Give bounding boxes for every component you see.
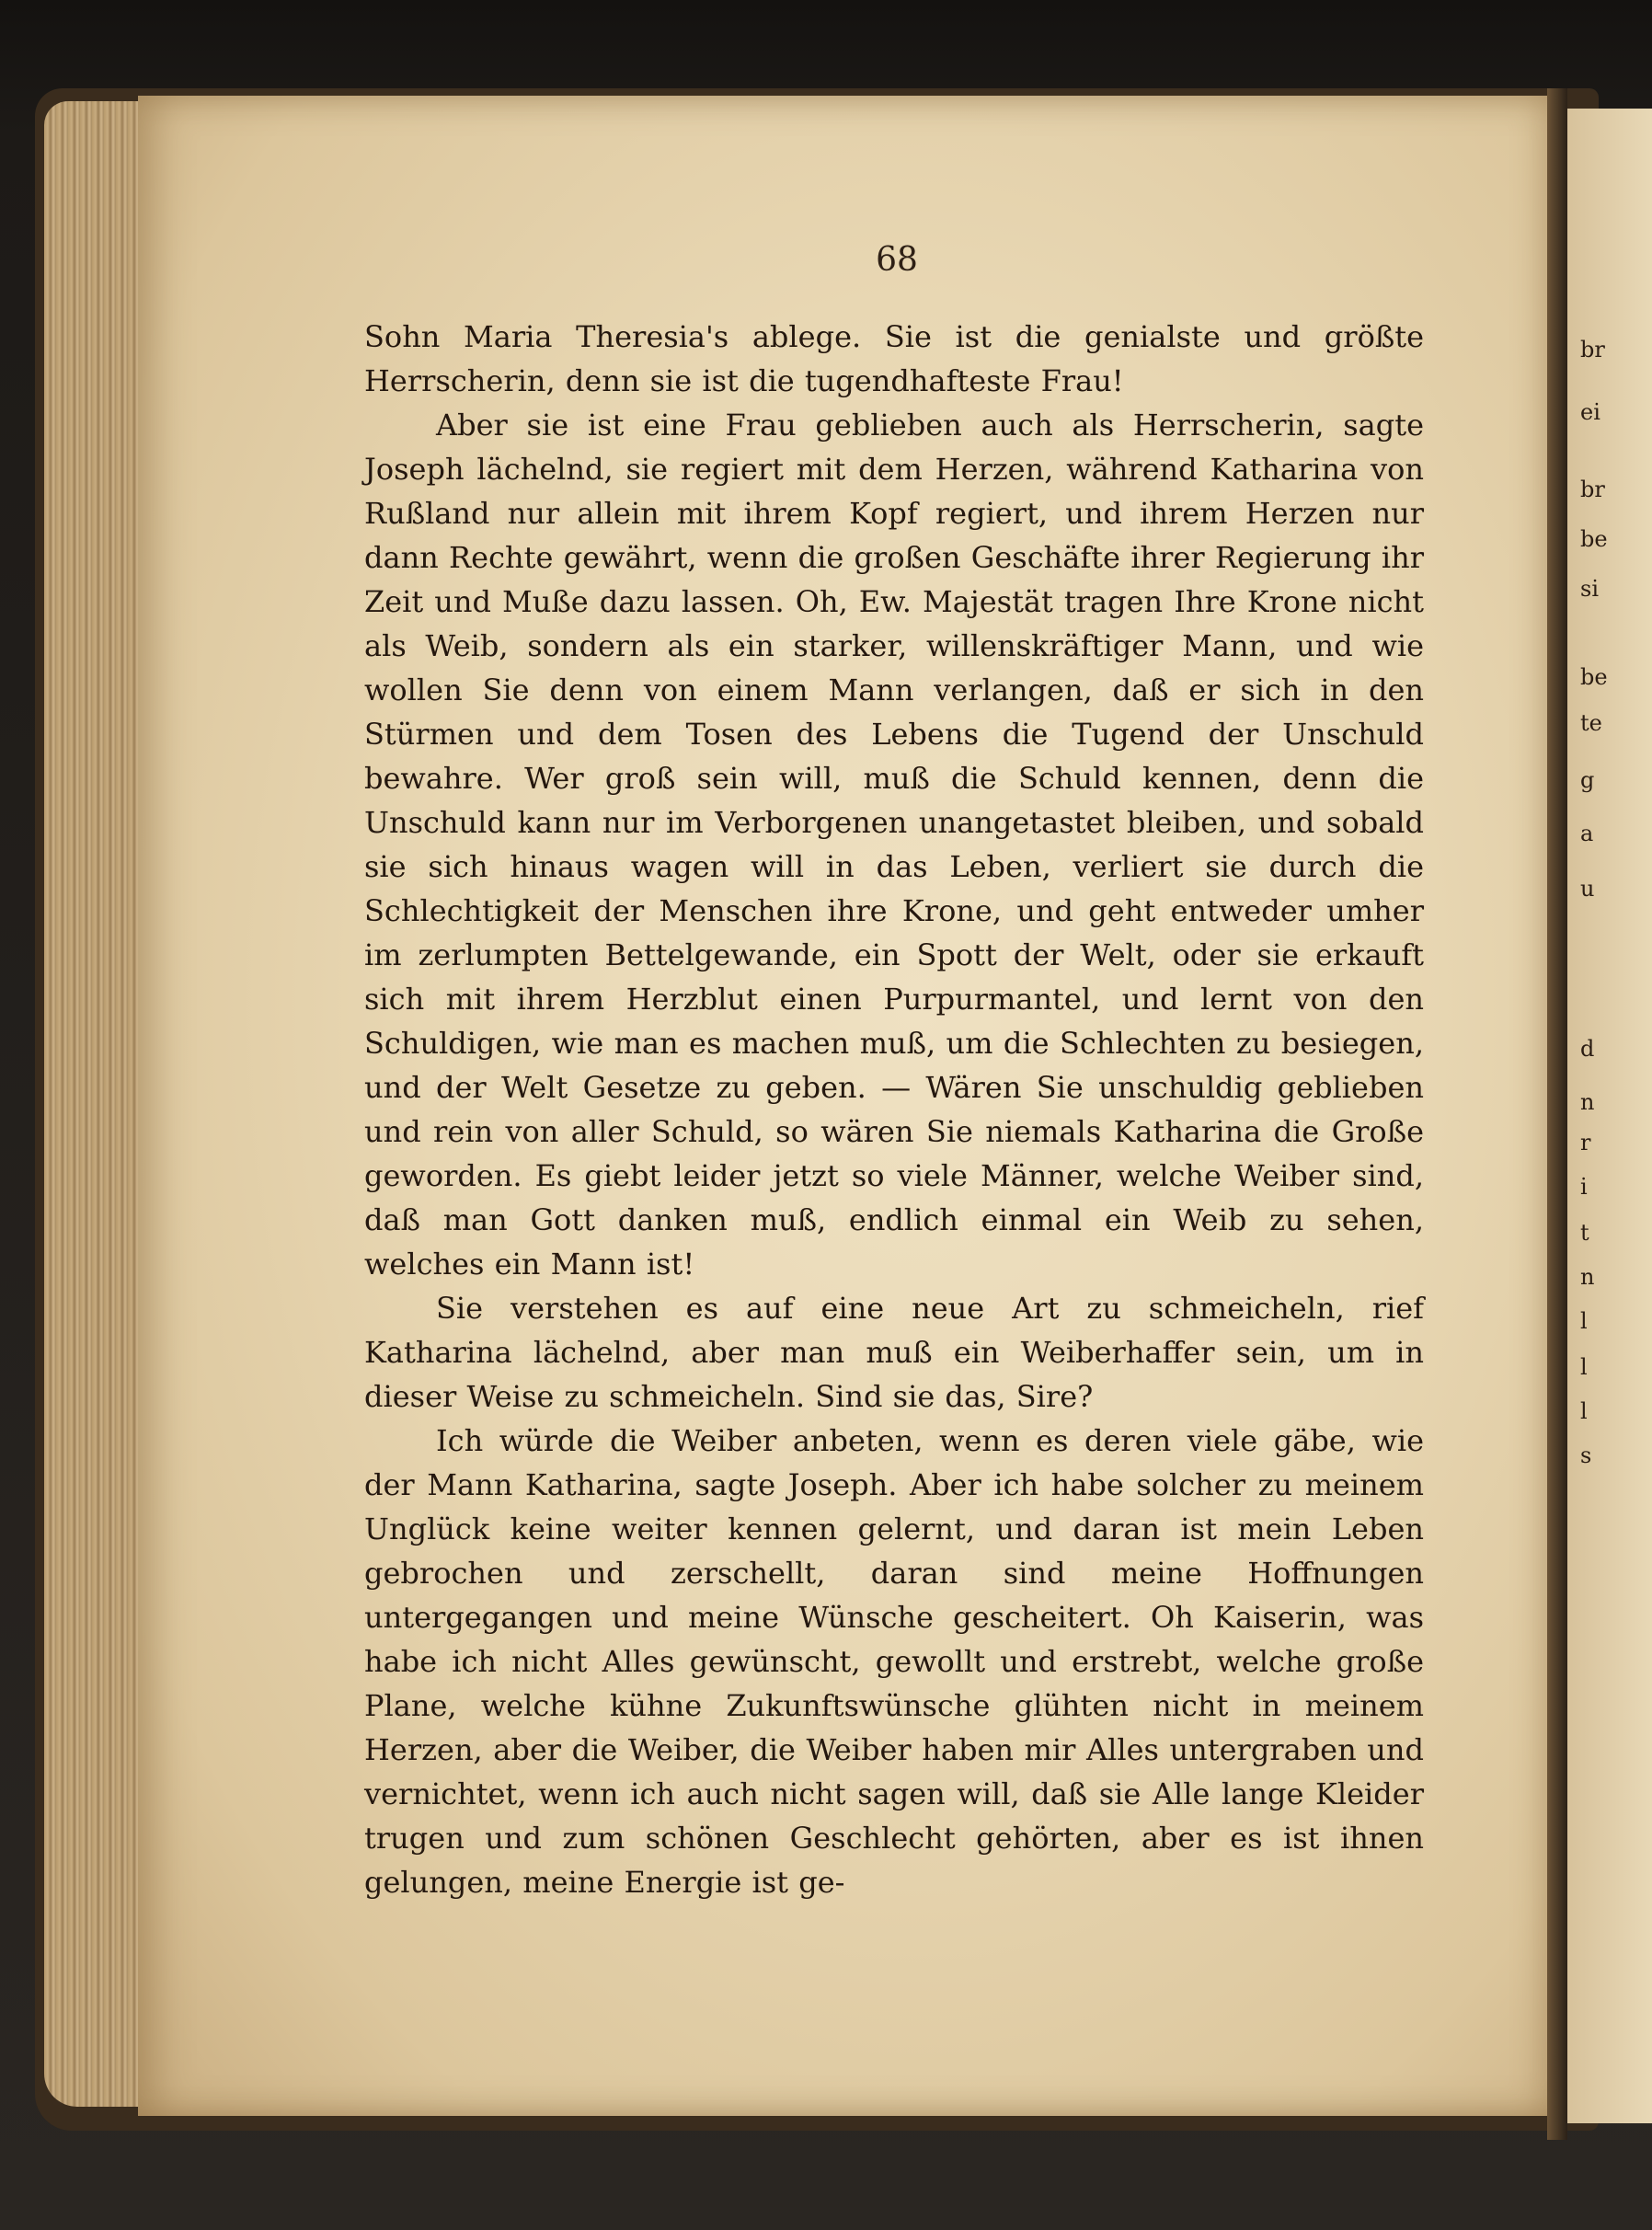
facing-page-text: br: [1580, 477, 1605, 502]
facing-page-text: i: [1580, 1174, 1588, 1200]
facing-page-text: ei: [1580, 399, 1600, 425]
facing-page-text: g: [1580, 767, 1595, 793]
facing-page-text: a: [1580, 821, 1594, 846]
facing-page-text: n: [1580, 1264, 1595, 1290]
paragraph: Sohn Maria Theresia's ablege. Sie ist die genialste und größte Herrscherin, denn sie ist die tugendhafteste Frau!: [364, 319, 1424, 398]
body-text: [364, 315, 1424, 1904]
facing-page-text: br: [1580, 337, 1605, 362]
facing-page-text: l: [1580, 1308, 1588, 1334]
facing-page-text: si: [1580, 576, 1599, 602]
facing-page-text: n: [1580, 1089, 1595, 1115]
facing-page-text: d: [1580, 1036, 1595, 1062]
facing-page-text: r: [1580, 1130, 1591, 1155]
facing-page-text: t: [1580, 1220, 1589, 1246]
facing-page-text: te: [1580, 710, 1602, 736]
facing-page-fragment: [1567, 109, 1652, 2123]
page-number: 68: [876, 241, 918, 279]
facing-page-text: s: [1580, 1443, 1592, 1468]
paragraph: Aber sie ist eine Frau geblieben auch als Herrscherin, sagte Joseph lächelnd, sie regiert mit dem Herzen, während Katharina von Rußland nur allein mit ihrem Kopf regiert, und ihrem Herzen nur dann Rechte gewährt, wenn die großen Geschäfte ihrer Regierung ihr Zeit und Muße dazu lassen. Oh, Ew. Majestät tragen Ihre Krone nicht als Weib, sondern als ein starker, willenskräftiger Mann, und wie wollen Sie denn von einem Mann verlangen, daß er sich in den Stürmen und dem Tosen des Lebens die Tugend der Unschuld bewahre. Wer groß sein will, muß die Schuld kennen, denn die Unschuld kann nur im Verborgenen unangetastet bleiben, und sobald sie sich hinaus wagen will in das Leben, verliert sie durch die Schlechtigkeit der Menschen ihre Krone, und geht entweder umher im zerlumpten Bettelgewande, ein Spott der Welt, oder sie erkauft sich mit ihrem Herzblut einen Purpurmantel, und lernt von den Schuldigen, wie man es machen muß, um die Schlechten zu besiegen, und der Welt Gesetze zu geben. — Wären Sie unschuldig geblieben und rein von aller Schuld, so wären Sie niemals Katharina die Große geworden. Es giebt leider jetzt so viele Männer, welche Weiber sind, daß man Gott danken muß, endlich einmal ein Weib zu sehen, welches ein Mann ist!: [364, 408, 1424, 1282]
facing-page-text: be: [1580, 526, 1608, 552]
facing-page-text: be: [1580, 664, 1608, 690]
book-gutter: [1547, 88, 1567, 2140]
paragraph: Ich würde die Weiber anbeten, wenn es deren viele gäbe, wie der Mann Katharina, sagte Joseph. Aber ich habe solcher zu meinem Unglück keine weiter kennen gelernt, und daran ist mein Leben gebrochen und zerschellt, daran sind meine Hoffnungen untergegangen und meine Wünsche gescheitert. Oh Kaiserin, was habe ich nicht Alles gewünscht, gewollt und erstrebt, welche große Plane, welche kühne Zukunftswünsche glühten nicht in meinem Herzen, aber die Weiber, die Weiber haben mir Alles untergraben und vernichtet, wenn ich auch nicht sagen will, daß sie Alle lange Kleider trugen und zum schönen Geschlecht gehörten, aber es ist ihnen gelungen, meine Energie ist ge-: [364, 1423, 1424, 1900]
facing-page-text: u: [1580, 876, 1595, 902]
facing-page-text: l: [1580, 1398, 1588, 1424]
facing-page-text: l: [1580, 1354, 1588, 1380]
paragraph: Sie verstehen es auf eine neue Art zu schmeicheln, rief Katharina lächelnd, aber man muß ein Weiberhaffer sein, um in dieser Weise zu schmeicheln. Sind sie das, Sire?: [364, 1291, 1424, 1414]
